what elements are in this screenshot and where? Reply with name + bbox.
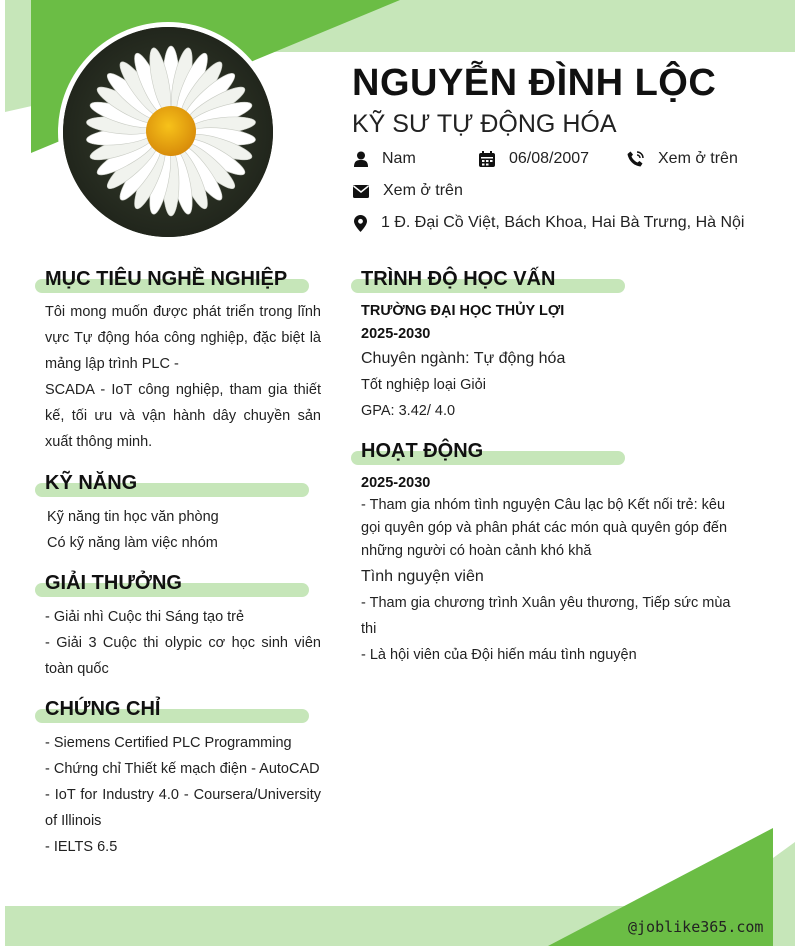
certificate-item: - Chứng chỉ Thiết kế mạch điện - AutoCAD — [45, 761, 320, 777]
education-major: Chuyên ngành: Tự động hóa — [361, 350, 566, 367]
job-title: KỸ SƯ TỰ ĐỘNG HÓA — [352, 110, 617, 138]
certificate-item: - IoT for Industry 4.0 - Coursera/University of Illinois — [45, 787, 321, 829]
user-icon — [354, 151, 368, 167]
objective-text — [45, 299, 321, 455]
activity-description-1: - Tham gia nhóm tình nguyện Câu lạc bộ Kết nối trẻ: kêu gọi quyên góp và phân phát các món quà quyên góp đến những người có hoàn cảnh khó khă — [361, 497, 728, 559]
skill-item: Có kỹ năng làm việc nhóm — [47, 535, 218, 551]
phone-value: Xem ở trên — [658, 150, 738, 167]
daisy-photo — [63, 27, 273, 237]
skills-heading: KỸ NĂNG — [45, 472, 138, 494]
email-info — [353, 182, 463, 200]
gender-info — [354, 150, 416, 168]
activity-description-2: - Tham gia chương trình Xuân yêu thương, Tiếp sức mùa thi — [361, 595, 731, 637]
map-pin-icon — [354, 215, 367, 232]
activities-period: 2025-2030 — [361, 475, 431, 491]
certificates-list — [45, 730, 321, 860]
activities-heading: HOẠT ĐỘNG — [361, 440, 484, 462]
gender-value: Nam — [382, 150, 416, 167]
education-gpa: GPA: 3.42/ 4.0 — [361, 403, 456, 419]
objective-line-2: SCADA - IoT công nghiệp, tham gia thiết kế, tối ưu và vận hành dây chuyền sản xuất thông minh. — [45, 382, 321, 450]
objective-line-1: Tôi mong muốn được phát triển trong lĩnh vực Tự động hóa công nghiệp, đặc biệt là mảng lập trình PLC - — [45, 304, 321, 372]
education-grade: Tốt nghiệp loại Giỏi — [361, 377, 486, 393]
activity-role: Tình nguyện viên — [361, 568, 484, 585]
skill-item: Kỹ năng tin học văn phòng — [47, 509, 219, 525]
certificates-heading: CHỨNG CHỈ — [45, 698, 161, 720]
watermark: @joblike365.com — [628, 918, 764, 936]
education-period: 2025-2030 — [361, 326, 431, 342]
education-heading: TRÌNH ĐỘ HỌC VẤN — [361, 268, 556, 290]
profile-photo — [58, 22, 278, 242]
objective-heading: MỤC TIÊU NGHỀ NGHIỆP — [45, 268, 288, 290]
candidate-name: NGUYỄN ĐÌNH LỘC — [352, 62, 717, 104]
skills-list — [47, 504, 323, 556]
school-name: TRƯỜNG ĐẠI HỌC THỦY LỢI — [361, 303, 565, 319]
address-info — [354, 214, 744, 232]
certificate-item: - IELTS 6.5 — [45, 839, 118, 855]
awards-list — [45, 604, 321, 682]
calendar-icon — [479, 151, 495, 167]
award-item: - Giải nhì Cuộc thi Sáng tạo trẻ — [45, 609, 245, 625]
envelope-icon — [353, 185, 369, 198]
certificate-item: - Siemens Certified PLC Programming — [45, 735, 292, 751]
phone-info — [627, 150, 738, 168]
birthdate-info — [479, 150, 589, 168]
awards-heading: GIẢI THƯỞNG — [45, 572, 182, 594]
award-item: - Giải 3 Cuộc thi olypic cơ học sinh viên toàn quốc — [45, 635, 321, 677]
phone-icon — [627, 151, 644, 168]
birthdate-value: 06/08/2007 — [509, 150, 590, 167]
email-value: Xem ở trên — [383, 182, 463, 199]
address-value: 1 Đ. Đại Cồ Việt, Bách Khoa, Hai Bà Trưng, Hà Nội — [381, 214, 745, 231]
activity-description-3: - Là hội viên của Đội hiến máu tình nguyện — [361, 647, 637, 663]
